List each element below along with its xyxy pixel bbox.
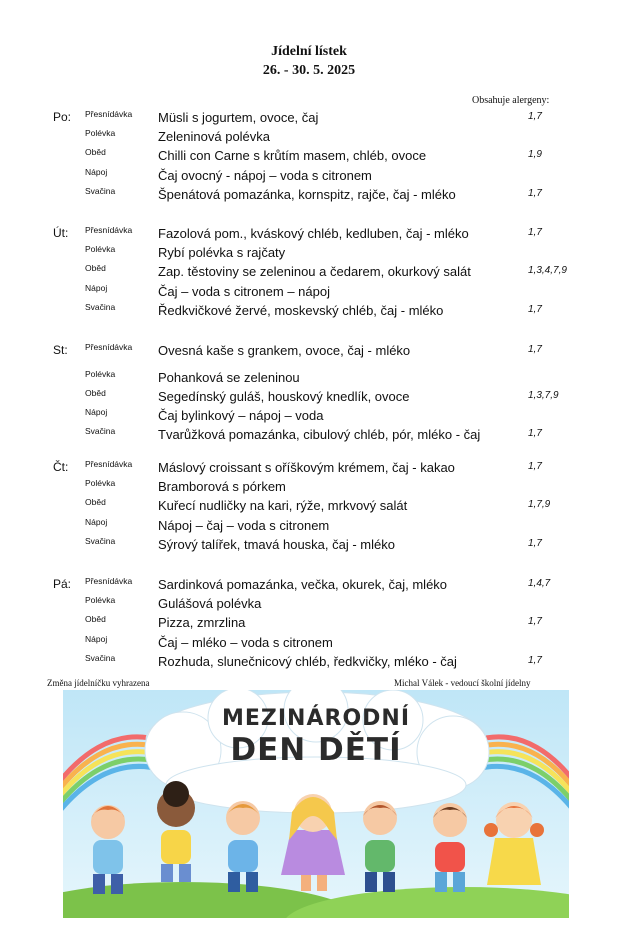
dish-name: Pohanková se zeleninou: [158, 370, 300, 385]
allergen-codes: 1,7: [528, 655, 542, 666]
allergen-codes: 1,7: [528, 461, 542, 472]
allergens-header: Obsahuje alergeny:: [472, 95, 550, 106]
meal-type: Nápoj: [85, 634, 108, 644]
dish-name: Ovesná kaše s grankem, ovoce, čaj - mléko: [158, 343, 411, 358]
dish-name: Kuřecí nudličky na kari, rýže, mrkvový salát: [158, 498, 408, 513]
meal-type: Oběd: [85, 497, 106, 507]
banner-title-line2: DEN DĚTÍ: [230, 732, 402, 768]
dish-name: Müsli s jogurtem, ovoce, čaj: [158, 110, 319, 125]
meal-type: Polévka: [85, 369, 116, 379]
meal-type: Polévka: [85, 128, 116, 138]
meal-type: Oběd: [85, 614, 106, 624]
meal-type: Nápoj: [85, 283, 108, 293]
meal-type: Přesnídávka: [85, 342, 133, 352]
dish-name: Čaj ovocný - nápoj – voda s citronem: [158, 168, 372, 183]
meal-type: Přesnídávka: [85, 576, 133, 586]
dish-name: Ředkvičkové žervé, moskevský chléb, čaj - mléko: [158, 303, 444, 318]
dish-name: Čaj – mléko – voda s citronem: [158, 635, 333, 650]
day-label: Pá:: [53, 577, 72, 591]
day-label: St:: [53, 343, 68, 357]
meal-type: Přesnídávka: [85, 225, 133, 235]
banner-title-line1: MEZINÁRODNÍ: [222, 706, 410, 731]
meal-type: Svačina: [85, 536, 116, 546]
date-range: 26. - 30. 5. 2025: [262, 63, 356, 78]
dish-name: Sýrový talířek, tmavá houska, čaj - mléko: [158, 537, 395, 552]
dish-name: Gulášová polévka: [158, 596, 262, 611]
allergen-codes: 1,7: [528, 616, 542, 627]
allergen-codes: 1,7: [528, 188, 542, 199]
allergen-codes: 1,3,7,9: [528, 390, 559, 401]
allergen-codes: 1,7,9: [528, 499, 551, 510]
dish-name: Zap. těstoviny se zeleninou a čedarem, okurkový salát: [158, 264, 471, 279]
allergen-codes: 1,7: [528, 344, 542, 355]
meal-type: Polévka: [85, 244, 116, 254]
allergen-codes: 1,7: [528, 227, 542, 238]
meal-type: Svačina: [85, 426, 116, 436]
footer-note: Změna jídelníčku vyhrazena: [47, 678, 150, 688]
dish-name: Zeleninová polévka: [158, 129, 271, 144]
dish-name: Segedínský guláš, houskový knedlík, ovoce: [158, 389, 410, 404]
meal-type: Svačina: [85, 653, 116, 663]
allergen-codes: 1,7: [528, 538, 542, 549]
dish-name: Fazolová pom., kváskový chléb, kedluben, čaj - mléko: [158, 226, 469, 241]
meal-type: Oběd: [85, 263, 106, 273]
day-label: Út:: [53, 226, 69, 240]
allergen-codes: 1,7: [528, 428, 542, 439]
day-label: Po:: [53, 110, 72, 124]
allergen-codes: 1,7: [528, 304, 542, 315]
allergen-codes: 1,7: [528, 111, 542, 122]
meal-type: Polévka: [85, 478, 116, 488]
dish-name: Čaj – voda s citronem – nápoj: [158, 284, 330, 299]
allergen-codes: 1,3,4,7,9: [528, 265, 567, 276]
dish-name: Bramborová s pórkem: [158, 479, 286, 494]
dish-name: Nápoj – čaj – voda s citronem: [158, 518, 330, 533]
allergen-codes: 1,9: [528, 149, 542, 160]
footer-signature: Michal Válek - vedoucí školní jídelny: [394, 678, 531, 688]
dish-name: Tvarůžková pomazánka, cibulový chléb, pór, mléko - čaj: [158, 427, 481, 442]
dish-name: Chilli con Carne s krůtím masem, chléb, ovoce: [158, 148, 427, 163]
meal-type: Svačina: [85, 186, 116, 196]
page-title: Jídelní lístek: [271, 44, 347, 59]
meal-type: Svačina: [85, 302, 116, 312]
dish-name: Špenátová pomazánka, kornspitz, rajče, čaj - mléko: [158, 187, 456, 202]
meal-type: Polévka: [85, 595, 116, 605]
dish-name: Máslový croissant s oříškovým krémem, čaj - kakao: [158, 460, 455, 475]
dish-name: Sardinková pomazánka, večka, okurek, čaj, mléko: [158, 577, 448, 592]
meal-type: Nápoj: [85, 167, 108, 177]
dish-name: Rybí polévka s rajčaty: [158, 245, 286, 260]
day-label: Čt:: [53, 460, 69, 474]
dish-name: Pizza, zmrzlina: [158, 615, 246, 630]
meal-type: Přesnídávka: [85, 459, 133, 469]
dish-name: Rozhuda, slunečnicový chléb, ředkvičky, mléko - čaj: [158, 654, 457, 669]
dish-name: Čaj bylinkový – nápoj – voda: [158, 408, 324, 423]
meal-type: Oběd: [85, 388, 106, 398]
meal-type: Nápoj: [85, 517, 108, 527]
meal-type: Přesnídávka: [85, 109, 133, 119]
allergen-codes: 1,4,7: [528, 578, 551, 589]
meal-type: Oběd: [85, 147, 106, 157]
childrens-day-banner: [63, 690, 569, 918]
meal-type: Nápoj: [85, 407, 108, 417]
